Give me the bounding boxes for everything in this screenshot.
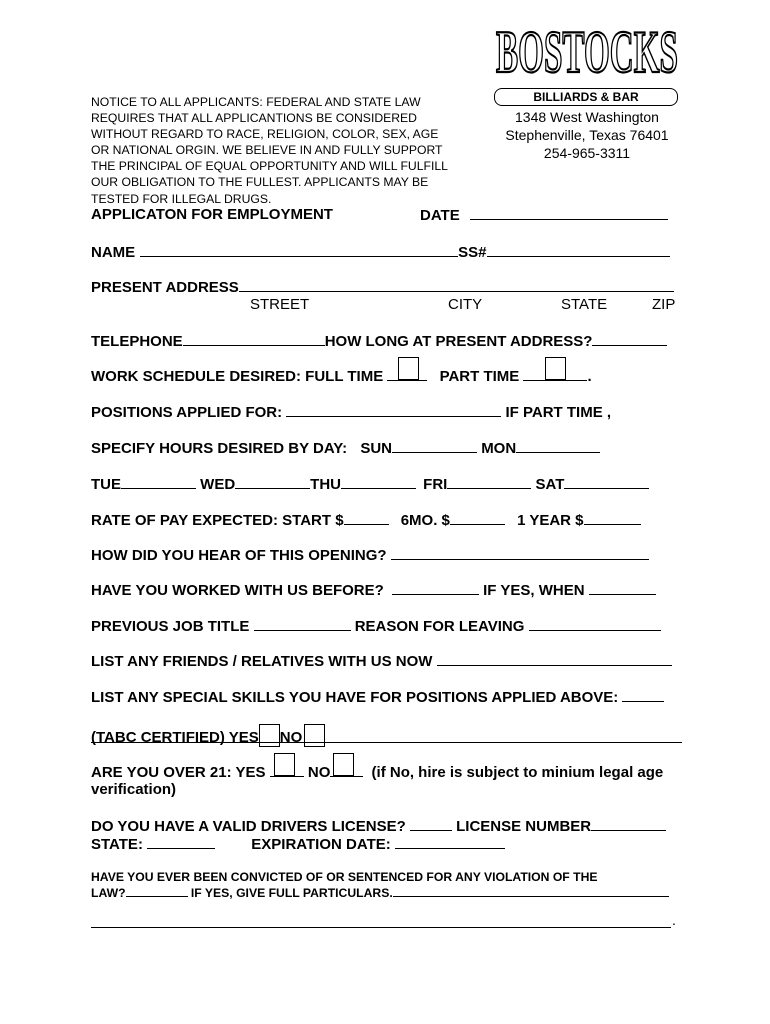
skills-label: LIST ANY SPECIAL SKILLS YOU HAVE FOR POSITIONS APPLIED ABOVE:	[91, 689, 619, 706]
if-yes-when-field[interactable]	[589, 581, 656, 595]
rate-row	[91, 511, 641, 529]
date-field[interactable]	[470, 206, 668, 220]
full-time-checkbox[interactable]	[398, 357, 419, 380]
state-label: STATE:	[91, 836, 143, 853]
telephone-label: TELEPHONE	[91, 333, 183, 350]
eeo-notice	[91, 94, 448, 207]
reason-field[interactable]	[529, 617, 661, 631]
how-long-field[interactable]	[592, 332, 667, 346]
city-caption: CITY	[448, 296, 483, 313]
sat-label: SAT	[535, 476, 565, 493]
sun-field[interactable]	[392, 439, 477, 453]
hear-label: HOW DID YOU HEAR OF THIS OPENING?	[91, 547, 387, 564]
one-year-field[interactable]	[584, 511, 641, 525]
license-field[interactable]	[410, 817, 452, 831]
positions-label: POSITIONS APPLIED FOR:	[91, 404, 283, 421]
tue-field[interactable]	[121, 475, 196, 489]
tue-label: TUE	[91, 476, 121, 493]
notice-line: WITHOUT REGARD TO RACE, RELIGION, COLOR, SEX, AGE	[91, 127, 439, 142]
verification-note: verification)	[91, 781, 177, 798]
date-label: DATE	[420, 207, 460, 224]
worked-before-label: HAVE YOU WORKED WITH US BEFORE?	[91, 582, 384, 599]
tabc-row	[91, 724, 325, 747]
worked-before-field[interactable]	[392, 581, 479, 595]
mon-field[interactable]	[516, 439, 600, 453]
notice-line: OR NATIONAL ORGIN. WE BELIEVE IN AND FULLY SUPPORT	[91, 143, 443, 158]
friends-field[interactable]	[437, 652, 672, 666]
date-row	[420, 206, 668, 224]
end-period: .	[672, 912, 676, 928]
part-time-field[interactable]	[523, 367, 587, 381]
ss-field[interactable]	[487, 243, 670, 257]
logo-subtitle: BILLIARDS & BAR	[494, 88, 678, 106]
thu-label: THU	[310, 476, 341, 493]
logo-text: BOSTOCKS	[496, 19, 678, 80]
hear-row	[91, 546, 649, 564]
over21-yes-checkbox[interactable]	[274, 753, 295, 776]
over21-no-label: NO	[307, 764, 331, 781]
specify-hours-row	[91, 439, 600, 457]
name-row	[91, 243, 670, 261]
notice-line: REQUIRES THAT ALL APPLICANTIONS BE CONSIDERED	[91, 111, 417, 126]
address-phone: 254-965-3311	[543, 145, 631, 161]
friends-row	[91, 652, 672, 670]
previous-job-row	[91, 617, 661, 635]
zip-caption: ZIP	[652, 296, 676, 313]
present-address-label: PRESENT ADDRESS	[91, 279, 239, 296]
license-row	[91, 817, 666, 835]
over21-yes-field[interactable]	[270, 763, 304, 777]
telephone-row	[91, 332, 667, 350]
street-caption: STREET	[250, 296, 310, 313]
tabc-no-label: NO	[279, 729, 303, 746]
state-caption: STATE	[561, 296, 608, 313]
part-time-checkbox[interactable]	[545, 357, 566, 380]
if-yes-when-label: IF YES, WHEN	[483, 582, 585, 599]
tabc-yes-checkbox[interactable]	[259, 724, 280, 747]
period: .	[587, 368, 592, 385]
particulars-field[interactable]	[393, 885, 669, 897]
hear-field[interactable]	[391, 546, 649, 560]
notice-line: NOTICE TO ALL APPLICANTS: FEDERAL AND STATE LAW	[91, 95, 421, 109]
work-schedule-label: WORK SCHEDULE DESIRED: FULL TIME	[91, 368, 384, 385]
ss-label: SS#	[458, 244, 487, 261]
positions-row	[91, 403, 611, 421]
tabc-label: (TABC CERTIFIED) YES	[91, 729, 259, 746]
expiration-field[interactable]	[395, 835, 505, 849]
name-field[interactable]	[140, 243, 458, 257]
mon-label: MON	[481, 440, 517, 457]
work-schedule-row	[91, 367, 592, 385]
address-city: Stephenville, Texas 76401	[505, 127, 669, 143]
worked-before-row	[91, 581, 656, 599]
wed-label: WED	[200, 476, 236, 493]
six-mo-field[interactable]	[450, 511, 505, 525]
if-part-time-label: IF PART TIME ,	[505, 404, 612, 421]
reason-label: REASON FOR LEAVING	[354, 618, 525, 635]
license-number-label: LICENSE NUMBER	[456, 818, 592, 835]
law-row	[91, 885, 669, 900]
state-field[interactable]	[147, 835, 215, 849]
notice-line: TESTED FOR ILLEGAL DRUGS.	[91, 191, 272, 206]
convicted-question: HAVE YOU EVER BEEN CONVICTED OF OR SENTENCED FOR ANY VIOLATION OF THE	[91, 870, 598, 884]
thu-field[interactable]	[341, 475, 416, 489]
six-mo-label: 6MO. $	[400, 512, 450, 529]
particulars-line[interactable]	[91, 913, 671, 928]
name-label: NAME	[91, 244, 136, 261]
skills-row	[91, 688, 664, 706]
sun-label: SUN	[360, 440, 393, 457]
law-label: LAW?	[91, 886, 126, 900]
address-street: 1348 West Washington	[515, 109, 659, 125]
how-long-label: HOW LONG AT PRESENT ADDRESS?	[324, 333, 593, 350]
notice-line: THE PRINCIPAL OF EQUAL OPPORTUNITY AND WILL FULFILL	[91, 159, 448, 174]
law-answer-field[interactable]	[126, 885, 188, 897]
expiration-label: EXPIRATION DATE:	[251, 836, 391, 853]
present-address-field[interactable]	[239, 278, 674, 292]
friends-label: LIST ANY FRIENDS / RELATIVES WITH US NOW	[91, 653, 433, 670]
sat-field[interactable]	[564, 475, 649, 489]
fri-label: FRI	[423, 476, 448, 493]
over21-no-field[interactable]	[330, 763, 363, 777]
tabc-no-checkbox[interactable]	[304, 724, 325, 747]
one-year-label: 1 YEAR $	[517, 512, 584, 529]
over21-label: ARE YOU OVER 21: YES	[91, 764, 266, 781]
prev-title-field[interactable]	[254, 617, 351, 631]
if-no-note: (if No, hire is subject to minium legal age	[371, 764, 664, 781]
prev-title-label: PREVIOUS JOB TITLE	[91, 618, 250, 635]
wed-field[interactable]	[235, 475, 310, 489]
over21-row	[91, 763, 663, 781]
if-yes-full-label: IF YES, GIVE FULL PARTICULARS.	[190, 886, 393, 900]
skills-field[interactable]	[622, 688, 664, 702]
license-label: DO YOU HAVE A VALID DRIVERS LICENSE?	[91, 818, 406, 835]
over21-no-checkbox[interactable]	[333, 753, 354, 776]
tabc-underline	[91, 742, 682, 743]
form-title: APPLICATON FOR EMPLOYMENT	[91, 206, 333, 223]
state-expiration-row	[91, 835, 505, 853]
start-rate-field[interactable]	[344, 511, 389, 525]
rate-label: RATE OF PAY EXPECTED: START $	[91, 512, 344, 529]
full-time-field[interactable]	[387, 367, 427, 381]
bostocks-logo	[494, 10, 680, 80]
fri-field[interactable]	[447, 475, 531, 489]
specify-hours-label: SPECIFY HOURS DESIRED BY DAY:	[91, 440, 348, 457]
address-row	[91, 278, 674, 296]
license-number-field[interactable]	[591, 817, 666, 831]
positions-field[interactable]	[286, 403, 501, 417]
telephone-field[interactable]	[183, 332, 325, 346]
days-row	[91, 475, 649, 493]
notice-line: OUR OBLIGATION TO THE FULLEST. APPLICANTS MAY BE	[91, 175, 429, 190]
part-time-label: PART TIME	[439, 368, 520, 385]
